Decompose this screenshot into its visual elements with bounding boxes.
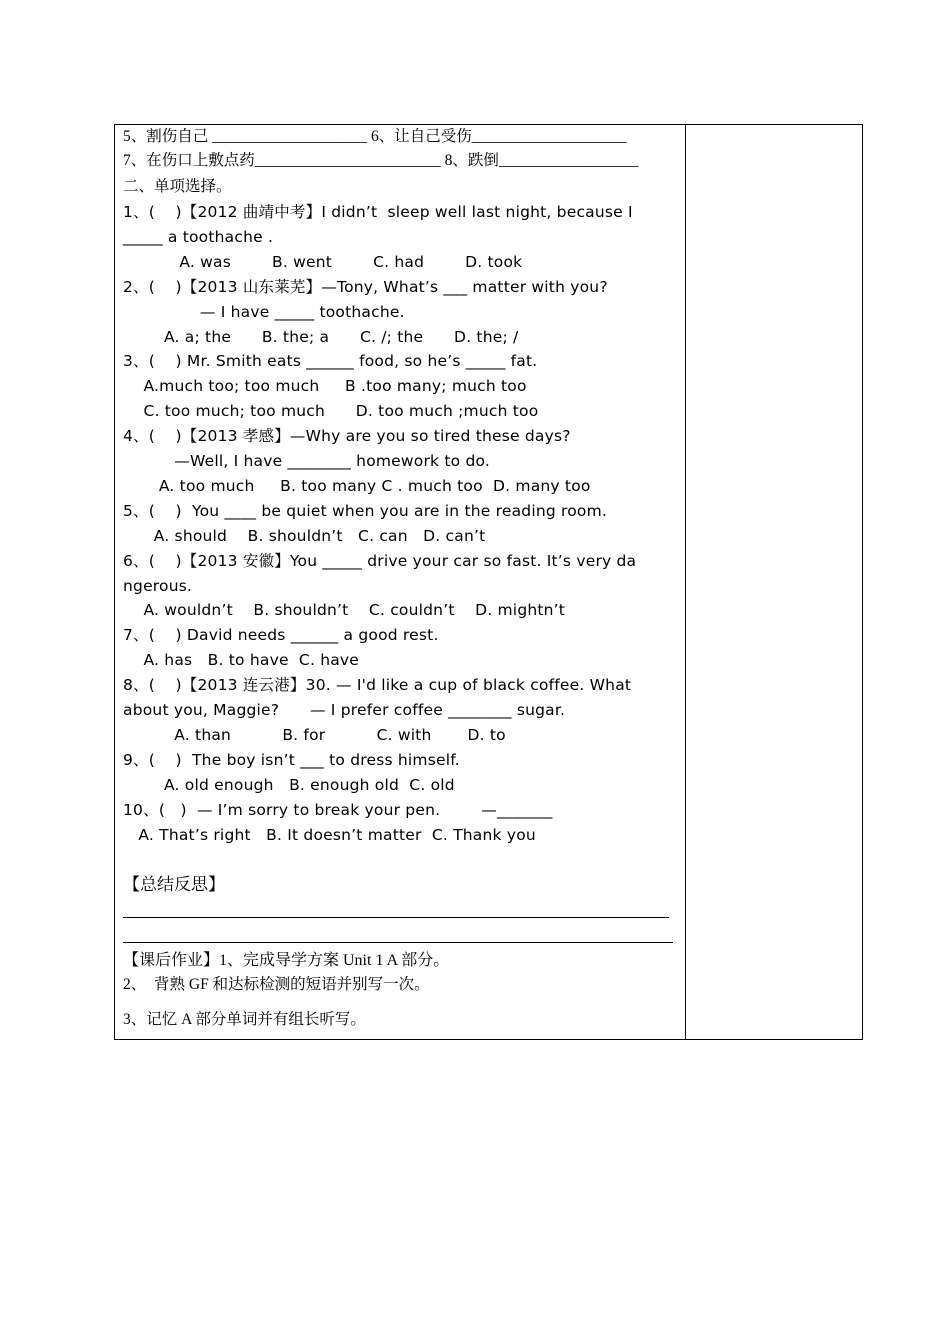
question-line: —Well, I have ________ homework to do. <box>123 452 491 470</box>
worksheet-table <box>114 124 863 1040</box>
question-line: ngerous. <box>123 576 193 595</box>
summary-title: 【总结反思】 <box>123 875 225 894</box>
homework-line-2: 2、 背熟 GF 和达标检测的短语并别写一次。 <box>123 976 430 993</box>
question-line: _____ a toothache . <box>123 227 274 246</box>
question-line: about you, Maggie? — I prefer coffee ________ sugar. <box>123 701 566 719</box>
homework-line-3: 3、记忆 A 部分单词并有组长听写。 <box>123 1011 366 1028</box>
question-line: A. was B. went C. had D. took <box>123 252 523 271</box>
question-line: A. a; the B. the; a C. /; the D. the; / <box>123 327 519 346</box>
question-line: 5、( ) You ____ be quiet when you are in the reading room. <box>123 501 608 520</box>
question-line: A.much too; too much B .too many; much too <box>123 377 527 396</box>
question-line: C. too much; too much D. too much ;much too <box>123 402 539 421</box>
question-line: 8、( )【2013 连云港】30. — I'd like a cup of black coffee. What <box>123 676 632 695</box>
question-line: 2、( )【2013 山东莱芜】—Tony, What’s ___ matter with you? <box>123 277 608 296</box>
question-line: A. old enough B. enough old C. old <box>123 775 455 794</box>
question-line: A. too much B. too many C . much too D. many too <box>123 476 591 495</box>
vocab-row-1: 5、割伤自己 ____________________ 6、让自己受伤____________________ <box>123 128 627 145</box>
question-line: A. has B. to have C. have <box>123 651 360 670</box>
question-line: 9、( ) The boy isn’t ___ to dress himself. <box>123 750 460 769</box>
question-line: 4、( )【2013 孝感】—Why are you so tired these days? <box>123 427 571 446</box>
section-title-multiple-choice: 二、单项选择。 <box>123 178 232 195</box>
question-line: — I have _____ toothache. <box>123 302 405 321</box>
question-line: A. should B. shouldn’t C. can D. can’t <box>123 526 486 545</box>
column-divider <box>685 125 686 1039</box>
question-line: A. wouldn’t B. shouldn’t C. couldn’t D. mightn’t <box>123 601 566 620</box>
vocab-row-2: 7、在伤口上敷点药________________________ 8、跌倒__________________ <box>123 152 639 169</box>
question-line: 3、( ) Mr. Smith eats ______ food, so he’s _____ fat. <box>123 352 538 371</box>
question-line: 6、( )【2013 安徽】You _____ drive your car so fast. It’s very da <box>123 551 637 570</box>
question-line: 1、( )【2012 曲靖中考】I didn’t sleep well last night, because I <box>123 203 633 221</box>
summary-answer-line-2 <box>123 942 673 943</box>
summary-answer-line-1 <box>123 917 669 918</box>
question-line: A. That’s right B. It doesn’t matter C. Thank you <box>123 825 536 844</box>
question-line: 7、( ) David needs ______ a good rest. <box>123 626 439 645</box>
question-line: A. than B. for C. with D. to <box>123 725 506 744</box>
question-line: 10、( ) — I’m sorry to break your pen. —_______ <box>123 800 553 819</box>
homework-line-1: 【课后作业】1、完成导学方案 Unit 1 A 部分。 <box>123 952 450 969</box>
